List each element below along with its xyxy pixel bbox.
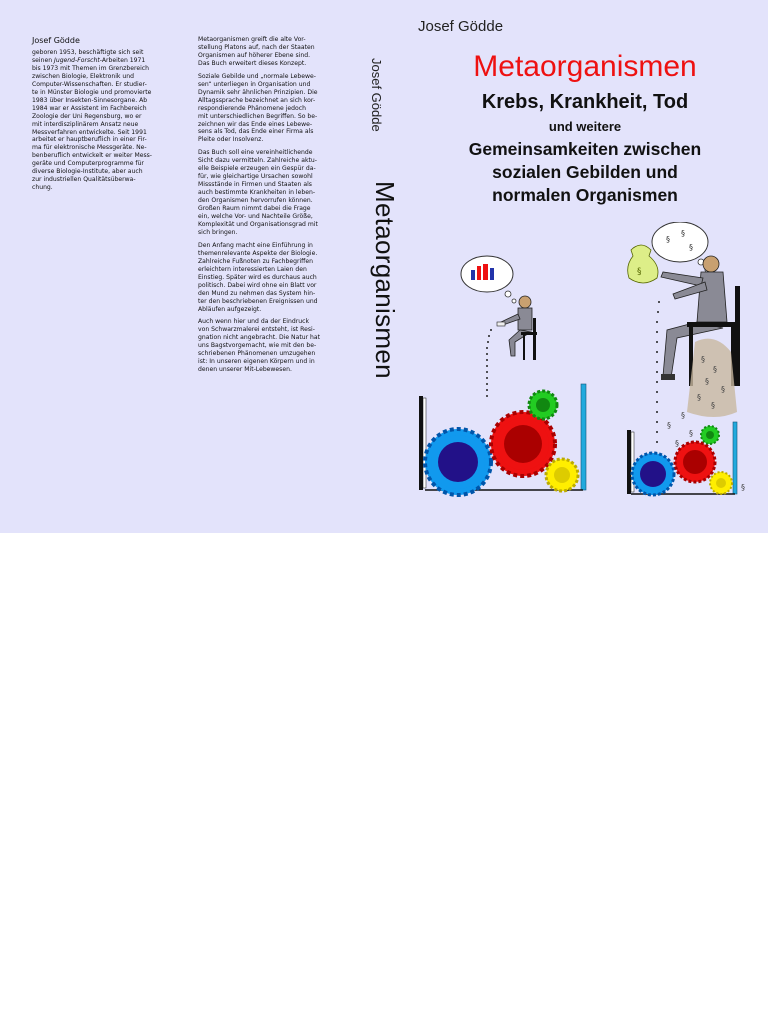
bio-line: benberuflich entwickelt er weiter Mess- xyxy=(32,152,153,160)
bio-line: te in Münster Biologie und promovierte xyxy=(32,88,152,96)
money-symbol: § xyxy=(689,243,693,252)
dotted-flow-right xyxy=(656,301,660,443)
bio-line: seinen Jugend-Forscht-Arbeiten 1971 xyxy=(32,56,146,64)
blurb-line: Organismen auf höherer Ebene sind. xyxy=(198,51,311,59)
cover-illustration xyxy=(405,222,760,507)
left-gear-assembly xyxy=(419,384,586,495)
money-symbol: § xyxy=(675,439,679,448)
blurb-line: Abläufen aufgezeigt. xyxy=(198,305,262,313)
subtitle-line: sozialen Gebilden und xyxy=(492,162,678,182)
money-symbol: § xyxy=(705,377,709,386)
bio-line: chung. xyxy=(32,184,53,192)
blurb-line: elle Beispiele erzeugen ein Gespür da- xyxy=(198,165,316,173)
blurb-paragraph xyxy=(198,242,348,314)
spine-author: Josef Gödde xyxy=(369,58,384,132)
bio-line: bis 1973 mit Themen im Grenzbereich xyxy=(32,64,150,72)
money-symbol: § xyxy=(637,267,642,277)
subtitle-line: normalen Organismen xyxy=(492,185,678,205)
gear-green-icon xyxy=(701,426,719,444)
blurb-line: sen“ unterliegen in Organisation und xyxy=(198,80,311,88)
blurb-line: stellung Platons auf, nach der Staaten xyxy=(198,43,315,51)
bio-line: zwischen Biologie, Elektronik und xyxy=(32,72,134,80)
blurb-line: denen unserer Mit-Lebewesen. xyxy=(198,366,292,374)
money-symbol: § xyxy=(689,429,693,438)
money-bag-icon xyxy=(628,245,658,283)
subtitle-rest xyxy=(400,138,768,207)
blurb-line: themenrelevante Aspekte der Biologie. xyxy=(198,249,318,257)
money-symbol: § xyxy=(697,393,701,402)
dotted-flow-left xyxy=(486,329,492,397)
right-gear-assembly xyxy=(627,422,737,495)
blurb-line: sens als Tod, das Ende einer Firma als xyxy=(198,128,314,136)
book-title: Metaorganismen xyxy=(473,50,697,83)
bio-line: geräte und Computerprogramme für xyxy=(32,160,144,168)
bio-line: zur industriellen Qualitätsüberwa- xyxy=(32,176,136,184)
blurb-line: den Mund zu nehmen das System hin- xyxy=(198,289,316,297)
back-cover-author: Josef Gödde xyxy=(32,36,80,45)
blurb-line: ter den beschriebenen Ereignissen und xyxy=(198,297,318,305)
blurb-paragraph xyxy=(198,36,348,68)
author-biography xyxy=(32,49,182,192)
money-symbol: § xyxy=(681,229,685,238)
money-symbol: § xyxy=(713,365,717,374)
front-cover-author: Josef Gödde xyxy=(418,18,504,35)
blurb-line: erleichtern interessierten Laien den xyxy=(198,265,307,273)
blurb-line: Großen Raum nimmt dabei die Frage xyxy=(198,205,311,213)
money-symbol: § xyxy=(721,385,725,394)
blurb-line: Metaorganismen greift die alte Vor- xyxy=(198,36,306,43)
bio-line: geboren 1953, beschäftigte sich seit xyxy=(32,49,144,56)
blurb-line: auch bestimmte Krankheiten in leben- xyxy=(198,189,316,197)
gear-blue-icon xyxy=(632,453,674,495)
blurb-line: den Organismen hervorrufen können. xyxy=(198,197,313,205)
blurb-line: Den Anfang macht eine Einführung in xyxy=(198,241,313,249)
blurb-line: ein, welche Vor- und Nachteile Größe, xyxy=(198,213,313,221)
blurb-line: Einstieg. Später wird es durchaus auch xyxy=(198,273,317,281)
blurb-line: gnation nicht angebracht. Die Natur hat xyxy=(198,334,321,342)
rack-left-icon xyxy=(627,430,631,494)
sitting-man-left-icon xyxy=(497,296,537,360)
subtitle-line: Gemeinsamkeiten zwischen xyxy=(468,139,702,159)
blurb-paragraph xyxy=(198,318,348,374)
blurb-line: Das Buch soll eine vereinheitlichende xyxy=(198,149,313,157)
blurb-line: Komplexität und Organisationsgrad mit xyxy=(198,220,318,228)
gear-yellow-icon xyxy=(710,472,732,494)
blurb-paragraph xyxy=(198,149,348,236)
subtitle-connector: und weitere xyxy=(548,119,622,134)
blurb-line: Soziale Gebilde und „normale Lebewe- xyxy=(198,72,316,80)
gear-red-icon xyxy=(675,442,715,482)
blurb-line: sich bringen. xyxy=(198,228,238,236)
money-symbol: § xyxy=(741,483,745,492)
blurb-line: mit unterschiedlichen Begriffen. So be- xyxy=(198,112,318,120)
gear-green-icon xyxy=(529,391,557,419)
blurb-line: respondierende Phänomene jedoch xyxy=(198,104,306,112)
bio-line: ma für elektronische Messgeräte. Ne- xyxy=(32,144,147,152)
blurb-line: Sicht dazu vermitteln. Zahlreiche aktu- xyxy=(198,157,317,165)
bio-line: diverse Biologie-Institute, aber auch xyxy=(32,168,143,176)
bio-line: 1984 war er Assistent im Fachbereich xyxy=(32,104,147,112)
bio-line: Messverfahren entwickelte. Seit 1991 xyxy=(32,128,147,136)
blurb-line: für, wie gleichartige Ursachen sowohl xyxy=(198,173,313,181)
blurb-line: zeichnen wir das Ende eines Lebewe- xyxy=(198,120,313,128)
subtitle-main: Krebs, Krankheit, Tod xyxy=(481,91,689,113)
blurb-paragraph xyxy=(198,73,348,145)
blurb-line: Alltagssprache bezeichnet an sich kor- xyxy=(198,96,316,104)
gear-blue-icon xyxy=(425,429,491,495)
bio-line: Computer-Wissenschaften. Er studier- xyxy=(32,80,147,88)
bio-line: Zoologie der Uni Regensburg, wo er xyxy=(32,112,142,120)
rack-right-icon xyxy=(733,422,737,494)
rack-right-icon xyxy=(581,384,586,490)
blurb-line: Auch wenn hier und da der Eindruck xyxy=(198,318,309,326)
gear-red-icon xyxy=(491,412,555,476)
blurb-line: von Schwarzmalerei entsteht, ist Resi- xyxy=(198,326,315,334)
back-cover-blurb xyxy=(198,36,348,379)
spine-title: Metaorganismen xyxy=(370,181,400,379)
left-scene xyxy=(461,256,537,397)
blurb-line: Zahlreiche Fußnoten zu Fachbegriffen xyxy=(198,257,313,265)
blurb-line: Pleite oder Insolvenz. xyxy=(198,136,264,144)
money-symbol: § xyxy=(667,421,671,430)
blurb-line: Das Buch erweitert dieses Konzept. xyxy=(198,59,307,67)
blurb-line: ist: In unseren eigenen Körpern und in xyxy=(198,358,315,366)
bio-line: mit interdisziplinärem Ansatz neue xyxy=(32,120,139,128)
blurb-line: politisch. Dabei wird ohne ein Blatt vor xyxy=(198,281,317,289)
blurb-line: Dynamik sehr ähnlichen Prinzipien. Die xyxy=(198,88,318,96)
money-symbol: § xyxy=(681,411,685,420)
blurb-line: Missstände in Firmen und Staaten als xyxy=(198,181,312,189)
bar-chart-icon xyxy=(471,270,475,280)
thought-bubble-right xyxy=(652,222,708,262)
bio-line: arbeitet er hauptberuflich in einer Fir- xyxy=(32,136,147,144)
money-symbol: § xyxy=(666,235,670,244)
gear-yellow-icon xyxy=(546,459,578,491)
blurb-line: schriebenen Phänomenen umzugehen xyxy=(198,350,316,358)
money-symbol: § xyxy=(701,355,705,364)
blurb-line: uns Bagstvorgemacht, wie mit den be- xyxy=(198,342,317,350)
money-symbol: § xyxy=(711,401,715,410)
bio-line: 1983 über Insekten-Sinnesorgane. Ab xyxy=(32,96,148,104)
rack-left-icon xyxy=(419,396,423,490)
